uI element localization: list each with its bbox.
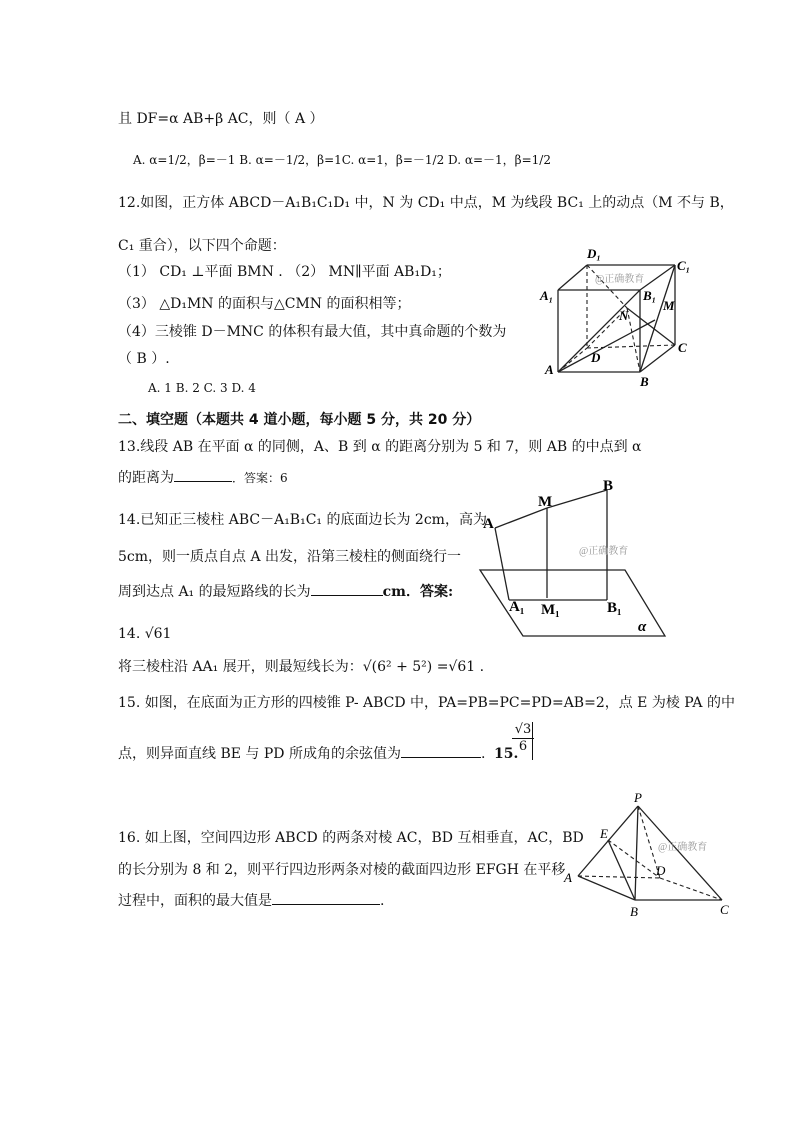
label-N: N — [619, 308, 629, 323]
label-E: E — [600, 826, 608, 841]
label-B: B — [640, 374, 649, 389]
q12-proposition-3: （3） △D₁MN 的面积与△CMN 的面积相等； — [118, 296, 411, 312]
q16-line3-end: . — [380, 893, 385, 909]
watermark: @正确教育 — [595, 274, 645, 285]
q13-answer: ．答案：6 — [232, 471, 288, 485]
label-A1: A₁ — [540, 288, 554, 303]
label-M: M — [538, 494, 553, 510]
q15-line2 — [118, 744, 485, 764]
label-A: A — [483, 516, 494, 532]
q16-line2: 的长分别为 8 和 2，则平行四边形两条对棱的截面四边形 EFGH 在平移 — [118, 862, 566, 878]
q15-answer-numerator: √3 — [512, 722, 534, 739]
q13-line2-start: 的距离为 — [118, 470, 174, 486]
q13-line1: 13.线段 AB 在平面 α 的同侧，A、B 到 α 的距离分别为 5 和 7，则 AB 的中点到 α — [118, 439, 642, 455]
q14-line1: 14.已知正三棱柱 ABC－A₁B₁C₁ 的底面边长为 2cm，高为 — [118, 512, 487, 528]
q16-line3 — [118, 891, 384, 911]
q12-line2: C₁ 重合），以下四个命题： — [118, 238, 286, 254]
q11-options: A. α=1/2，β=－1 B. α=－1/2，β=1C. α=1，β=－1/2 D. α=－1，β=1/2 — [133, 153, 551, 167]
pyramid-figure — [560, 788, 740, 923]
q14-line3-end: cm．答案: — [382, 584, 454, 600]
q12-proposition-1-2: （1） CD₁ ⊥平面 BMN . （2） MN∥平面 AB₁D₁； — [118, 264, 451, 280]
q12-line1: 12.如图，正方体 ABCD－A₁B₁C₁D₁ 中，N 为 CD₁ 中点，M 为线段 BC₁ 上的动点（M 不与 B， — [118, 195, 734, 211]
label-D1: D₁ — [587, 246, 601, 261]
q12-options: A. 1 B. 2 C. 3 D. 4 — [148, 381, 256, 395]
q12-answer: （ B ）. — [118, 351, 170, 367]
q16-line3-start: 过程中，面积的最大值是 — [118, 893, 272, 909]
q14-line2: 5cm，则一质点自点 A 出发，沿第三棱柱的侧面绕行一 — [118, 549, 462, 565]
label-B: B — [630, 904, 638, 919]
label-B1: B₁ — [643, 288, 657, 303]
label-D: D — [591, 350, 601, 365]
watermark: @正确教育 — [658, 842, 708, 853]
q12-proposition-4: （4）三棱锥 D－MNC 的体积有最大值，其中真命题的个数为 — [118, 324, 507, 340]
q14-line3-start: 周到达点 A₁ 的最短路线的长为 — [118, 584, 311, 600]
label-A: A — [545, 362, 554, 377]
section-2-heading: 二、填空题（本题共 4 道小题，每小题 5 分，共 20 分） — [118, 412, 481, 428]
q13-line2 — [118, 468, 288, 488]
q15-answer-fraction — [512, 722, 534, 755]
q15-blank — [401, 757, 481, 758]
q13-blank — [174, 481, 232, 482]
q14-blank — [311, 595, 383, 596]
q16-line1: 16. 如上图，空间四边形 ABCD 的两条对棱 AC，BD 互相垂直，AC，BD — [118, 830, 584, 846]
q15-answer-denominator: 6 — [518, 739, 528, 754]
cube-figure — [535, 240, 700, 390]
label-C1: C₁ — [677, 258, 691, 273]
q14-line3 — [118, 582, 453, 602]
watermark: @正确教育 — [579, 546, 629, 557]
q15-line2-start: 点，则异面直线 BE 与 PD 所成角的余弦值为 — [118, 746, 401, 762]
q11-line1: 且 DF=α AB+β AC，则（ A ） — [118, 111, 324, 127]
q15-answer-label: 15. — [494, 746, 519, 762]
q14-answer: 14. √61 — [118, 626, 172, 642]
q15-line2-end: . — [480, 746, 486, 762]
q16-blank — [272, 904, 380, 905]
q15-answer-bar — [532, 722, 533, 760]
label-M1: M₁ — [541, 602, 560, 618]
label-A1: A₁ — [509, 599, 525, 615]
label-M: M — [663, 298, 675, 313]
label-alpha: α — [638, 619, 647, 635]
q14-explanation: 将三棱柱沿 AA₁ 展开，则最短线长为：√(6² + 5²) =√61 . — [118, 659, 485, 675]
label-D: D — [656, 863, 666, 878]
label-B: B — [603, 478, 614, 494]
label-A: A — [564, 870, 572, 885]
q15-line1: 15. 如图，在底面为正方形的四棱锥 P- ABCD 中，PA=PB=PC=PD=AB=2，点 E 为棱 PA 的中 — [118, 695, 735, 711]
label-P: P — [634, 790, 642, 805]
label-C: C — [720, 902, 729, 917]
label-C: C — [678, 340, 687, 355]
label-B1: B₁ — [607, 600, 622, 616]
segment-plane-figure — [475, 478, 675, 643]
